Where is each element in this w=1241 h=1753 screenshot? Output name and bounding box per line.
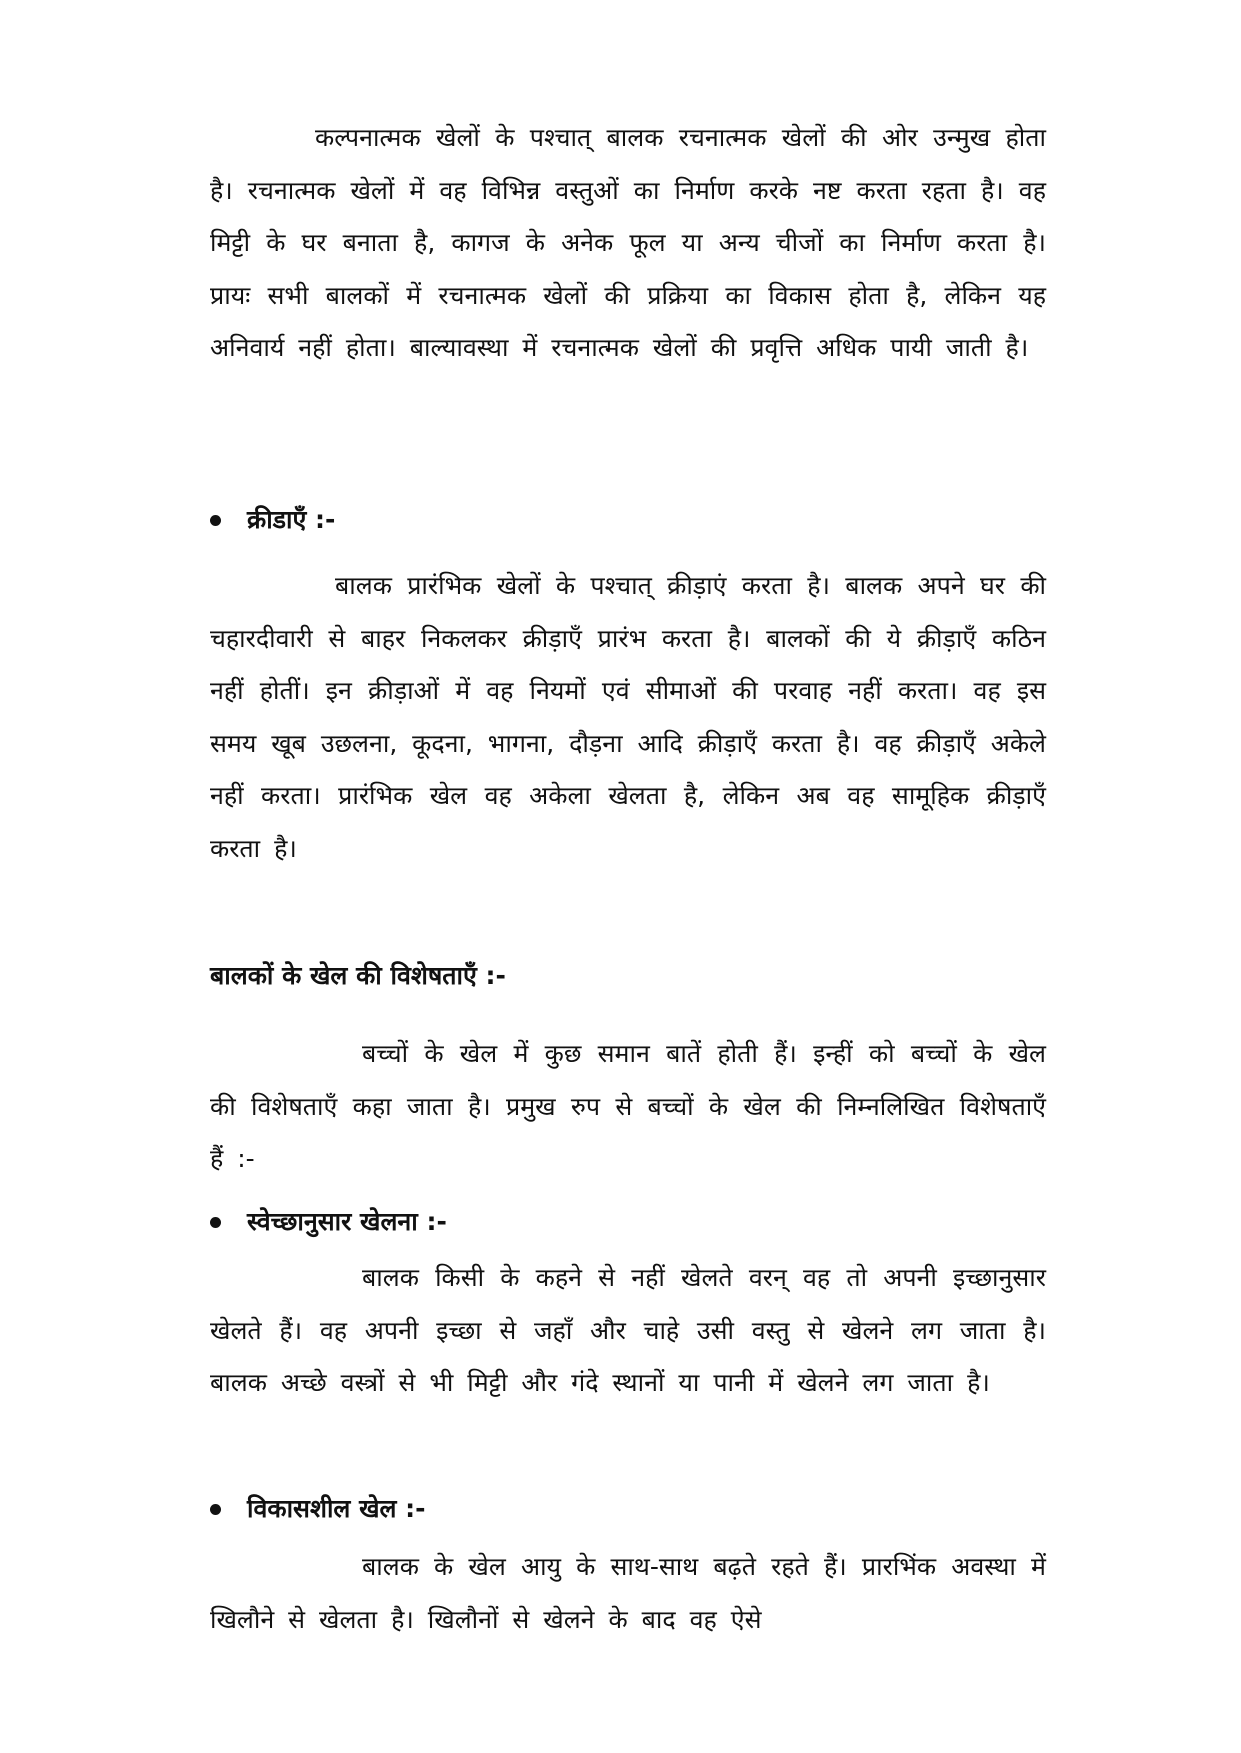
- bullet-icon: [210, 515, 221, 526]
- paragraph-kridayen: [210, 560, 1046, 875]
- bullet-icon: [210, 1217, 221, 1228]
- paragraph-text: बच्चों के खेल में कुछ समान बातें होती हैं। इन्हीं को बच्चों के खेल की विशेषताएँ कहा जाता है। प्रमुख रुप से बच्चों के खेल की निम्नलिखित विशेषताएँ हैं :-: [210, 1039, 1046, 1173]
- paragraph-text: कल्पनात्मक खेलों के पश्चात् बालक रचनात्मक खेलों की ओर उन्मुख होता है। रचनात्मक खेलों में वह विभिन्न वस्तुओं का निर्माण करके नष्ट करता रहता है। वह मिट्टी के घर बनाता है, कागज के अनेक फूल या अन्य चीजों का निर्माण करता है। प्रायः सभी बालकों में रचनात्मक खेलों की प्रक्रिया का विकास होता है, लेकिन यह अनिवार्य नहीं होता। बाल्यावस्था में रचनात्मक खेलों की प्रवृत्ति अधिक पायी जाती है।: [210, 123, 1046, 362]
- heading-visheshtayen: [210, 956, 506, 996]
- heading-text: क्रीडाएँ :-: [247, 505, 336, 534]
- heading-text: विकासशील खेल :-: [247, 1494, 426, 1523]
- heading-text: बालकों के खेल की विशेषताएँ :-: [210, 961, 506, 990]
- bullet-icon: [210, 1504, 221, 1515]
- heading-kridayen: [210, 500, 335, 540]
- paragraph-swechha: [210, 1252, 1046, 1410]
- paragraph-vikas: [210, 1541, 1046, 1646]
- paragraph-text: बालक प्रारंभिक खेलों के पश्चात् क्रीड़ाएं करता है। बालक अपने घर की चहारदीवारी से बाहर निकलकर क्रीड़ाएँ प्रारंभ करता है। बालकों की ये क्रीड़ाएँ कठिन नहीं होतीं। इन क्रीड़ाओं में वह नियमों एवं सीमाओं की परवाह नहीं करता। वह इस समय खूब उछलना, कूदना, भागना, दौड़ना आदि क्रीड़ाएँ करता है। वह क्रीड़ाएँ अकेले नहीं करता। प्रारंभिक खेल वह अकेला खेलता है, लेकिन अब वह सामूहिक क्रीड़ाएँ करता है।: [210, 571, 1046, 863]
- paragraph-constructive-play: [210, 112, 1046, 375]
- paragraph-visheshtayen: [210, 1028, 1046, 1186]
- heading-vikas: [210, 1489, 426, 1529]
- paragraph-text: बालक के खेल आयु के साथ-साथ बढ़ते रहते हैं। प्रारभिंक अवस्था में खिलौने से खेलता है। खिलौनों से खेलने के बाद वह ऐसे: [210, 1552, 1046, 1634]
- heading-text: स्वेच्छानुसार खेलना :-: [247, 1207, 447, 1236]
- heading-swechha: [210, 1202, 447, 1242]
- paragraph-text: बालक किसी के कहने से नहीं खेलते वरन् वह तो अपनी इच्छानुसार खेलते हैं। वह अपनी इच्छा से जहाँ और चाहे उसी वस्तु से खेलने लग जाता है। बालक अच्छे वस्त्रों से भी मिट्टी और गंदे स्थानों या पानी में खेलने लग जाता है।: [210, 1263, 1046, 1397]
